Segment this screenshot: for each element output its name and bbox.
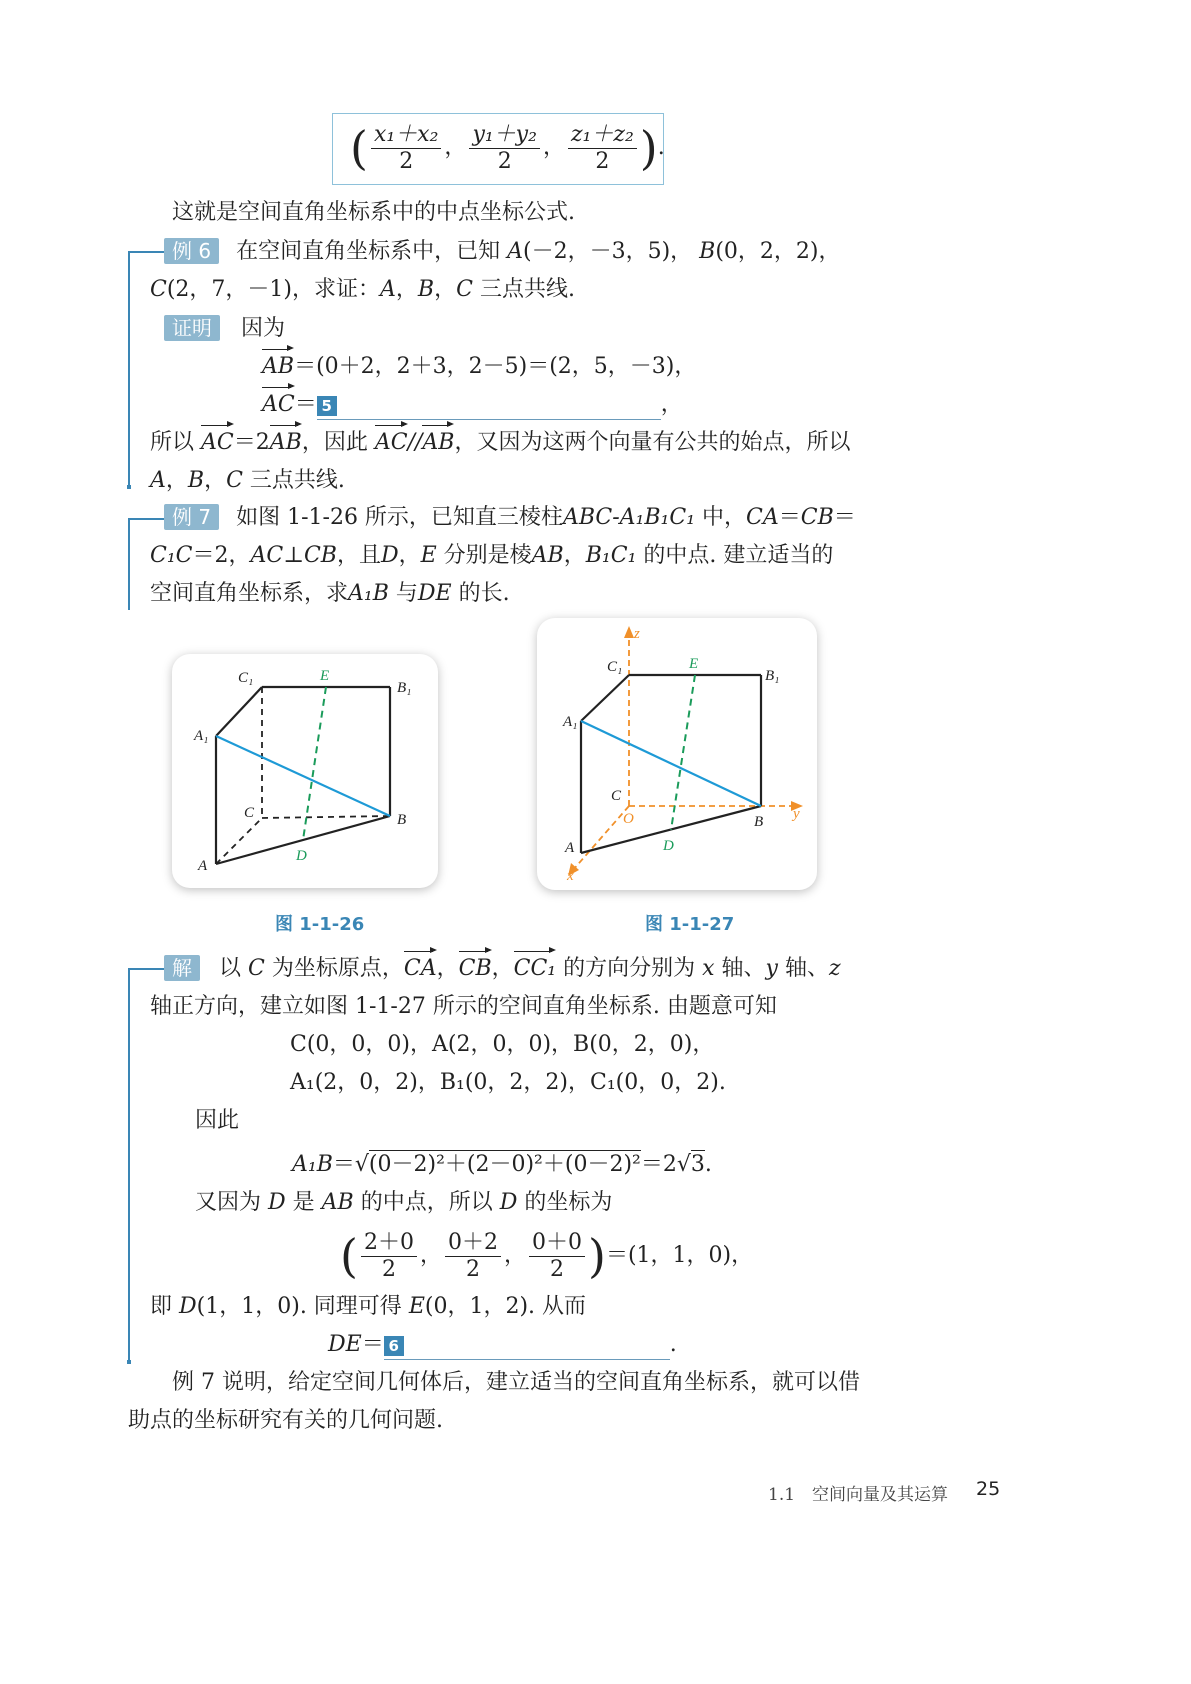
ex6-conclusion-line1: 所以 AC＝2AB，因此 AC//AB，又因为这两个向量有公共的始点，所以 [150, 428, 850, 458]
midpoint-paragraph: 这就是空间直角坐标系中的中点坐标公式. [172, 200, 575, 225]
figure-1-1-26-card [172, 654, 438, 888]
d-midpoint-line: 又因为 D 是 AB 的中点，所以 D 的坐标为 [195, 1190, 613, 1215]
ex7-bracket-top [128, 518, 164, 520]
closing-line2: 助点的坐标研究有关的几何问题. [128, 1408, 443, 1433]
coords-line2: A₁(2，0，2)，B₁(0，2，2)，C₁(0，0，2). [290, 1070, 726, 1095]
fig2-label-y: y [793, 806, 800, 822]
fig1-label-c: C [244, 805, 255, 821]
fig2-label-o: O [623, 811, 634, 827]
page-number: 25 [976, 1478, 1001, 1500]
fig2-label-z: z [634, 626, 640, 642]
fig1-label-b1: B₁ [397, 680, 412, 696]
ie-line: 即 D(1，1，0). 同理可得 E(0，1，2). 从而 [150, 1294, 587, 1319]
ab-vector-line: AB＝(0＋2，2＋3，2－5)＝(2，5，－3)， [262, 352, 696, 382]
ex6-bracket-top [128, 251, 164, 253]
ex7-line3: 空间直角坐标系，求A₁B 与DE 的长. [150, 581, 510, 606]
fig2-label-c1: C₁ [607, 659, 623, 675]
solution-line2: 轴正方向，建立如图 1-1-27 所示的空间直角坐标系. 由题意可知 [150, 994, 777, 1019]
figure-1-1-26-caption: 图 1-1-26 [275, 914, 365, 935]
solution-bracket-end [127, 1360, 131, 1364]
ex6-bracket-end [127, 485, 131, 489]
answer-blank-5[interactable] [317, 393, 661, 420]
figure-1-1-27 [537, 618, 817, 890]
z-axis-arrow [624, 626, 634, 638]
midpoint-formula: ( $\frac{\text{x₁＋x₂}}{2}$ ， $\frac{\text{y₁＋y₂}}{2}$ ， $\frac{\text{z₁＋z₂}}{2}$ ). [350, 121, 665, 175]
figure-1-1-26 [172, 654, 438, 888]
solution-bracket-top [128, 968, 164, 970]
figure-1-1-27-caption: 图 1-1-27 [645, 914, 735, 935]
solution-line1: 解 以 C 为坐标原点，CA，CB，CC₁ 的方向分别为 x 轴、y 轴、z [164, 954, 841, 984]
ex6-line1: 例 6 在空间直角坐标系中，已知 A(－2，－3，5)， B(0，2，2)， [164, 237, 841, 267]
fig1-label-c1: C₁ [238, 670, 254, 686]
fig1-label-b: B [397, 812, 407, 828]
de-line: DE＝ 6 . [328, 1330, 677, 1360]
fig2-label-a: A [565, 840, 575, 856]
ex6-label: 例 6 [164, 238, 219, 264]
fig2-label-a1: A₁ [563, 714, 578, 730]
closing-line1: 例 7 说明，给定空间几何体后，建立适当的空间直角坐标系，就可以借 [172, 1370, 860, 1395]
fig2-label-e: E [689, 656, 699, 672]
ex7-bracket [128, 518, 130, 610]
solution-bracket [128, 968, 130, 1362]
coords-line1: C(0，0，0)，A(2，0，0)，B(0，2，0)， [290, 1032, 715, 1057]
ex6-bracket [128, 251, 130, 487]
footer-section-title: 1.1 空间向量及其运算 [768, 1485, 949, 1505]
fig1-label-a: A [198, 858, 208, 874]
fig2-label-b: B [754, 814, 764, 830]
a1b-length-line: A₁B＝√(0－2)²＋(2－0)²＋(0－2)²＝2√3. [292, 1152, 712, 1177]
ex7-line1: 例 7 如图 1-1-26 所示，已知直三棱柱ABC-A₁B₁C₁ 中，CA＝CB＝ [164, 503, 856, 533]
fig2-label-d: D [663, 838, 674, 854]
fig1-label-e: E [320, 668, 330, 684]
solution-label: 解 [164, 955, 200, 981]
ex6-line2: C(2，7，－1)，求证：A，B，C 三点共线. [150, 277, 575, 302]
answer-blank-6[interactable] [384, 1333, 670, 1360]
fig1-label-a1: A₁ [194, 728, 209, 744]
therefore-line: 因此 [195, 1108, 240, 1133]
fig2-label-b1: B₁ [765, 668, 780, 684]
fig1-label-d: D [296, 848, 307, 864]
blank-number-6: 6 [384, 1336, 404, 1356]
d-coordinate-formula: ( $\frac{2+0}{2}$ ， $\frac{0+2}{2}$ ， $\frac{0+0}{2}$ )＝(1，1，0)， [340, 1229, 754, 1283]
proof-line: 证明 因为 [164, 314, 285, 344]
ex7-label: 例 7 [164, 504, 219, 530]
blank-number-5: 5 [317, 396, 337, 416]
proof-label: 证明 [164, 315, 220, 341]
ex7-line2: C₁C＝2，AC⊥CB，且D，E 分别是棱AB，B₁C₁ 的中点. 建立适当的 [150, 543, 834, 568]
figure-1-1-27-card [537, 618, 817, 890]
ex6-conclusion-line2: A，B，C 三点共线. [150, 468, 345, 493]
fig2-label-c: C [611, 788, 622, 804]
ac-vector-line: AC＝ 5 ， [262, 390, 683, 420]
fig2-label-x: x [567, 868, 574, 884]
